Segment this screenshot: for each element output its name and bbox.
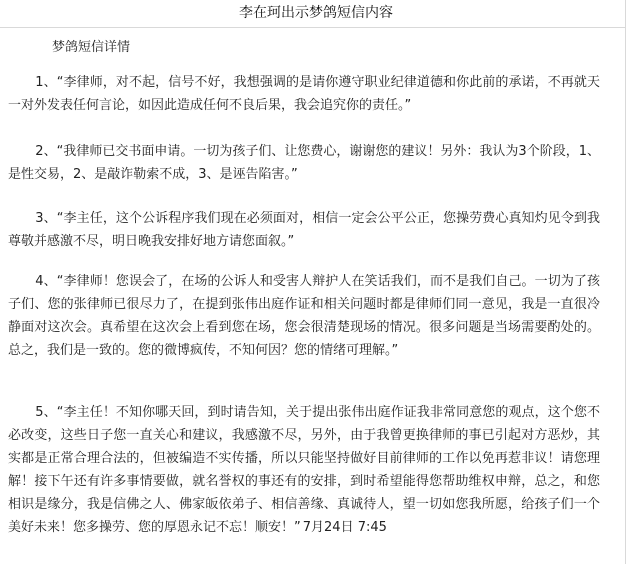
message-paragraph-1: 1、“李律师，对不起，信号不好，我想强调的是请你遵守职业纪律道德和你此前的承诺，不再就天一对外发表任何言论，如因此造成任何不良后果，我会追究你的责任。” xyxy=(8,75,600,113)
page-title: 李在珂出示梦鸽短信内容 xyxy=(239,5,393,21)
message-paragraph-3: 3、“李主任，这个公诉程序我们现在必须面对，相信一定会公平公正，您操劳费心真知灼见令到我尊敬并感激不尽，明日晚我安排好地方请您面叙。” xyxy=(8,211,600,249)
section-subtitle: 梦鸽短信详情 xyxy=(52,40,131,55)
message-paragraph-4: 4、“李律师！您误会了，在场的公诉人和受害人辩护人在笑话我们，而不是我们自己。一切为了孩子们、您的张律师已很尽力了，在提到张伟出庭作证和相关问题时都是律师们同一意见，我是一直很冷静面对这次会。真希望在这次会上看到您在场，您会很清楚现场的情况。很多问题是当场需要酌处的。总之，我们是一致的。您的微博疯传，不知何因？您的情绪可理解。” xyxy=(8,274,600,358)
message-paragraph-5 xyxy=(8,401,600,539)
message-paragraph-2: 2、“我律师已交书面申请。一切为孩子们、让您费心，谢谢您的建议！另外：我认为3个阶段，1、是性交易，2、是敲诈勒索不成，3、是诬告陷害。” xyxy=(8,144,600,182)
title-divider xyxy=(0,27,626,28)
page-right-border xyxy=(625,0,626,564)
message-timestamp: 7月24日 7:45 xyxy=(302,520,387,535)
message-paragraph-5-text: 5、“李主任！不知你哪天回，到时请告知，关于提出张伟出庭作证我非常同意您的观点，这个您不必改变，这些日子您一直关心和建议，我感激不尽，另外，由于我曾更换律师的事已引起对方恶炒，其实都是正常合理合法的，但被编造不实传播，所以只能坚持做好目前律师的工作以免再惹非议！请您理解！接下午还有许多事情要做，就名誉权的事还有的安排，到时希望能得您帮助维权申辩，总之，和您相识是缘分，我是信佛之人、佛家皈依弟子、相信善缘、真诚待人，望一切如您我所愿，给孩子们一个美好未来！您多操劳、您的厚恩永记不忘！顺安！” xyxy=(8,405,600,535)
